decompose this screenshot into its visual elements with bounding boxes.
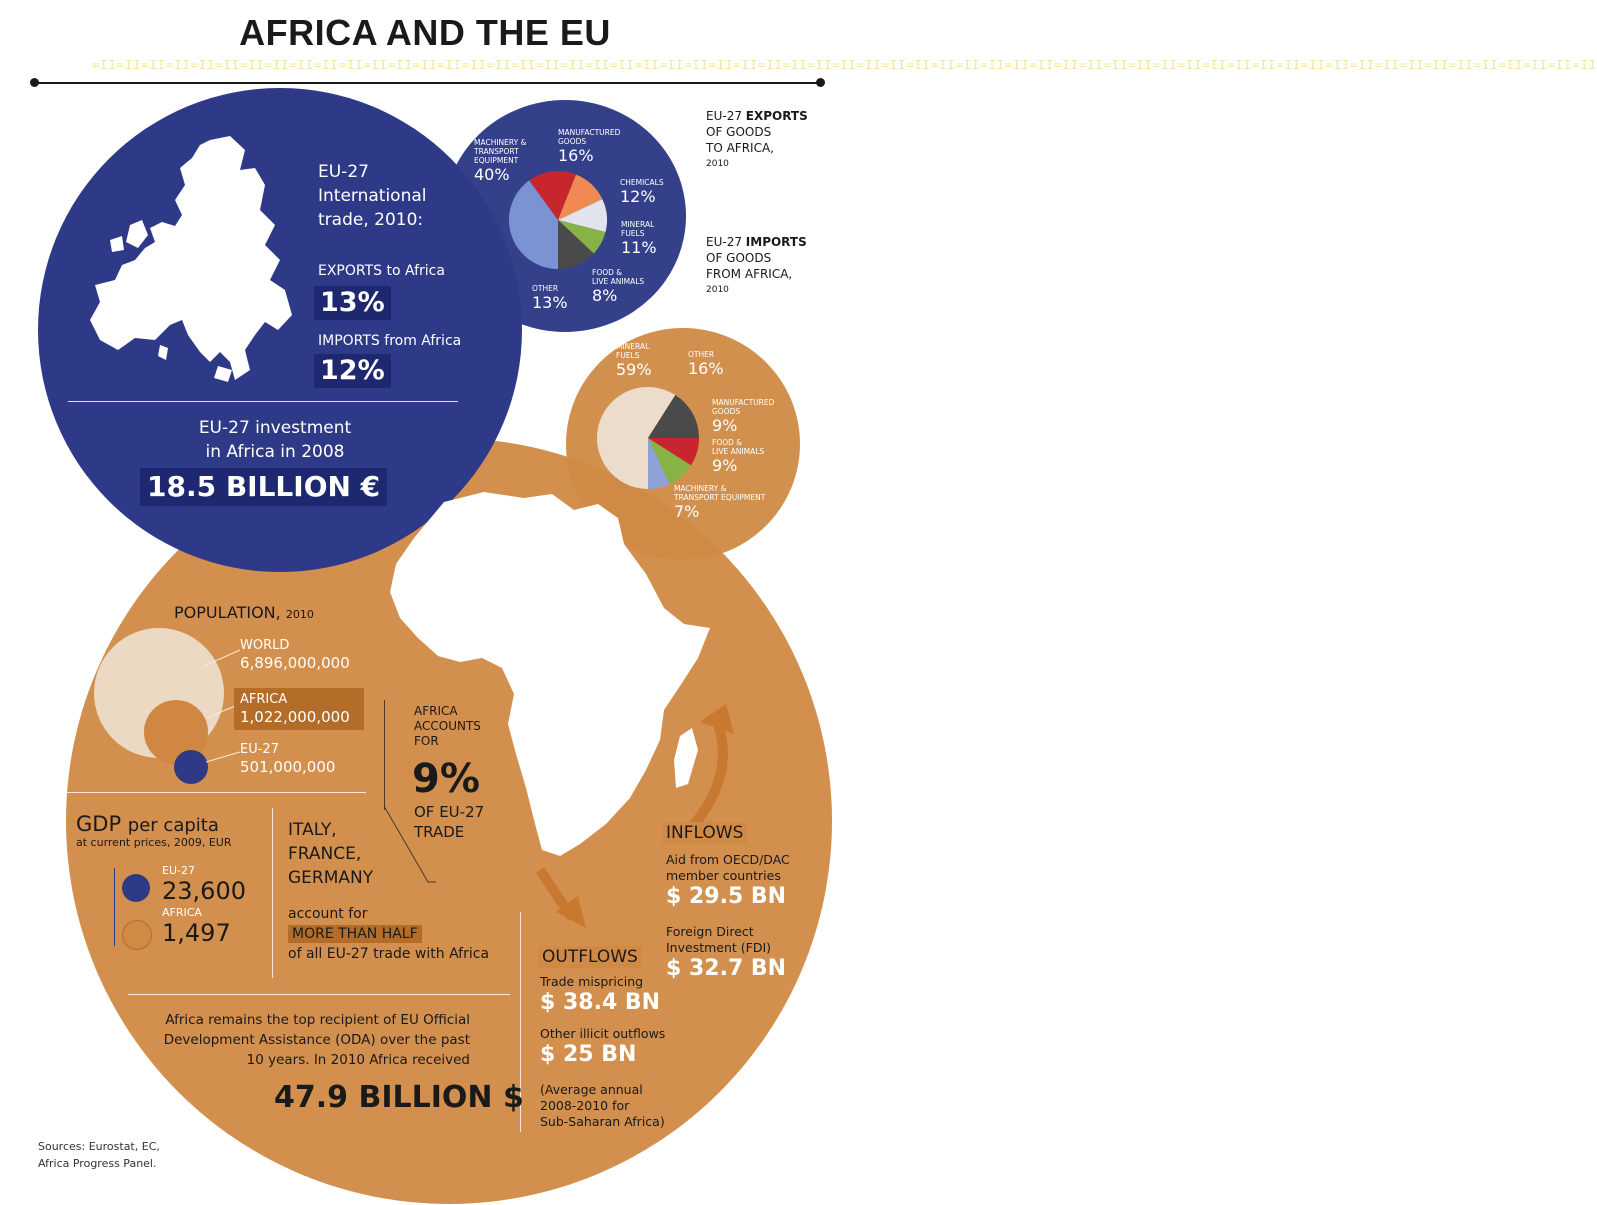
exp-label-food: FOOD & LIVE ANIMALS 8% — [592, 268, 645, 305]
imp-label-other: OTHER 16% — [688, 350, 724, 378]
exp-label-other: OTHER 13% — [532, 284, 568, 312]
outflows-heading: OUTFLOWS — [538, 946, 642, 968]
europe-map — [60, 130, 310, 390]
decorative-pattern: =II=II=II=II=II=II=II=II=II=II=II=II=II=II=II=II=II=II=II=II=II=II=II=II=II=II=II=II=II=II=II=II=II=II=II=II=II=II=II=II=II=II=II=II=II=II=II=II=II=II=II=II=II=II=II=II=II=II=II=II=II — [92, 58, 1597, 72]
exp-label-mineral: MINERAL FUELS 11% — [621, 220, 657, 257]
imp-label-food: FOOD & LIVE ANIMALS 9% — [712, 438, 765, 475]
investment-label: EU-27 investment in Africa in 2008 — [198, 418, 352, 462]
sources: Sources: Eurostat, EC, Africa Progress Panel. — [38, 1140, 160, 1170]
header-rule — [34, 82, 820, 84]
exp-label-chemicals: CHEMICALS 12% — [620, 178, 664, 206]
exports-label: EXPORTS to Africa — [318, 263, 445, 279]
gdp-heading: GDP per capita at current prices, 2009, EUR — [76, 812, 232, 849]
trade-intro: EU-27 International trade, 2010: — [318, 162, 427, 230]
exp-label-machinery: MACHINERY & TRANSPORT EQUIPMENT 40% — [474, 138, 527, 184]
outflow-mispricing: Trade mispricing $ 38.4 BN — [540, 974, 661, 1015]
exports-value: 13% — [314, 286, 391, 320]
imp-label-mineral: MINERAL FUELS 59% — [616, 342, 652, 379]
investment-divider — [68, 401, 458, 402]
exports-pie-chart — [508, 170, 608, 270]
page-title: AFRICA AND THE EU — [239, 12, 611, 53]
oda-value: 47.9 BILLION $ — [274, 1080, 524, 1115]
partners-divider — [272, 808, 273, 978]
investment-value: 18.5 BILLION € — [140, 468, 387, 506]
gdp-africa: AFRICA 1,497 — [162, 906, 231, 947]
exp-label-manufactured: MANUFACTURED GOODS 16% — [558, 128, 621, 165]
imports-pie-chart — [596, 386, 700, 490]
rule-dot-left — [30, 78, 39, 87]
gdp-axis-line — [114, 868, 115, 946]
outflow-illicit: Other illicit outflows $ 25 BN — [540, 1026, 666, 1067]
imp-label-machinery: MACHINERY & TRANSPORT EQUIPMENT 7% — [674, 484, 766, 521]
gdp-africa-dot — [122, 920, 152, 950]
imp-label-manufactured: MANUFACTURED GOODS 9% — [712, 398, 775, 435]
oda-divider — [128, 994, 510, 995]
exports-note: EU-27 EXPORTS OF GOODS TO AFRICA, 2010 — [706, 109, 808, 169]
gdp-eu: EU-27 23,600 — [162, 864, 246, 905]
gdp-divider — [66, 792, 366, 793]
population-eu: EU-27 501,000,000 — [240, 742, 336, 776]
population-heading: POPULATION, 2010 — [174, 603, 314, 622]
trade-share-divider — [384, 700, 385, 810]
rule-dot-right — [816, 78, 825, 87]
partners-block: ITALY, FRANCE, GERMANY account for MORE THAN HALF of all EU-27 trade with Africa — [288, 820, 490, 962]
inflows-heading: INFLOWS — [662, 822, 747, 844]
inflow-fdi: Foreign Direct Investment (FDI) $ 32.7 BN — [666, 924, 787, 981]
oda-text: Africa remains the top recipient of EU Official Development Assistance (ODA) over the past 10 years. In 2010 Africa received — [163, 1012, 470, 1068]
imports-note: EU-27 IMPORTS OF GOODS FROM AFRICA, 2010 — [706, 235, 807, 295]
population-world: WORLD 6,896,000,000 — [240, 638, 350, 672]
trade-share-tail: OF EU-27 TRADE — [414, 803, 485, 841]
imports-label: IMPORTS from Africa — [318, 333, 462, 349]
inflow-aid: Aid from OECD/DAC member countries $ 29.5 BN — [666, 852, 790, 909]
trade-share-value: 9% — [412, 756, 480, 802]
imports-value: 12% — [314, 354, 391, 388]
trade-share-lead: AFRICA ACCOUNTS FOR — [414, 704, 481, 748]
outflows-note: (Average annual 2008-2010 for Sub-Saharan Africa) — [540, 1082, 665, 1129]
population-africa: AFRICA 1,022,000,000 — [240, 692, 350, 726]
gdp-eu-dot — [122, 874, 150, 902]
